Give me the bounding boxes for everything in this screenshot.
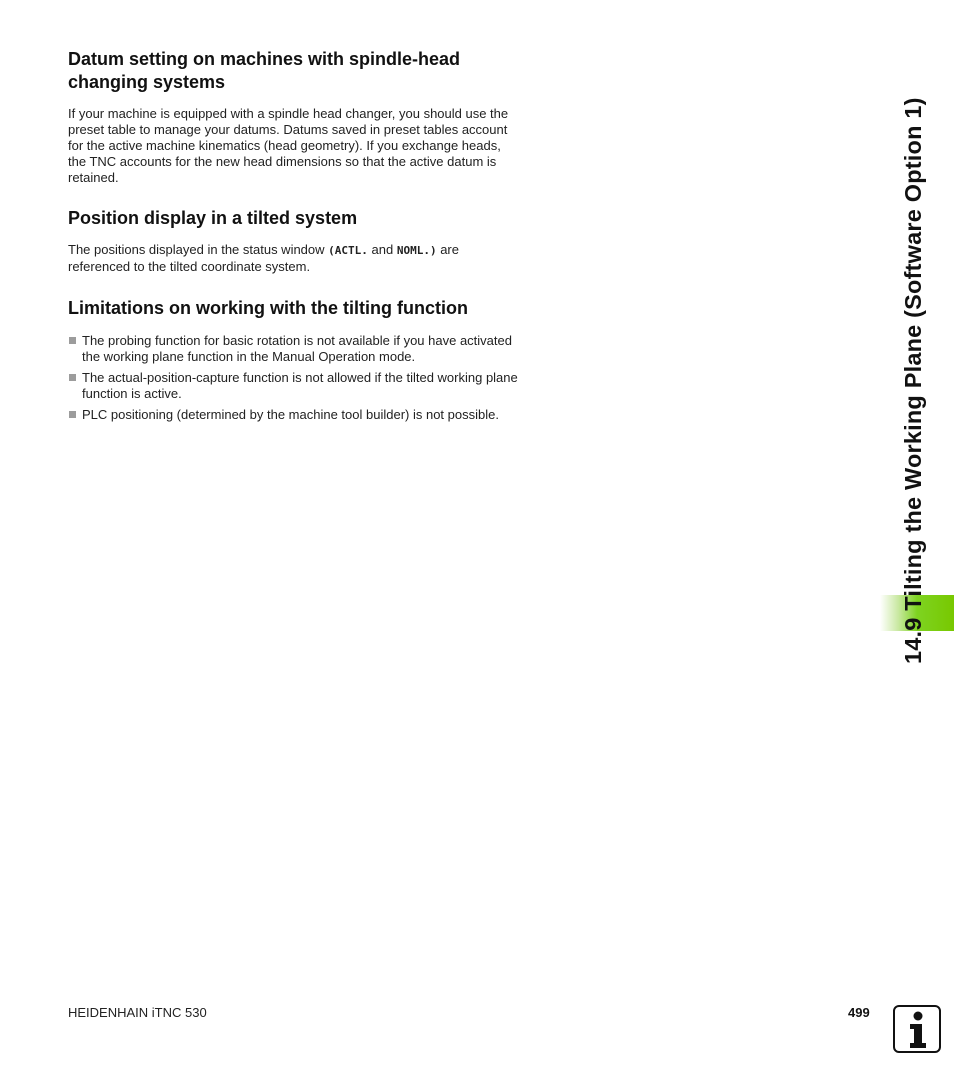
- heading-position-display: Position display in a tilted system: [68, 208, 358, 228]
- info-icon-glyph: [895, 1007, 939, 1051]
- limitations-list: [68, 333, 518, 423]
- square-bullet-icon: [69, 374, 76, 381]
- side-chapter-title: 14.9 Tilting the Working Plane (Software Option 1): [900, 97, 926, 664]
- code-noml: NOML.): [396, 244, 437, 257]
- paragraph-position-display: [68, 242, 518, 275]
- footer-manual-name: HEIDENHAIN iTNC 530: [68, 1005, 207, 1020]
- list-item: [68, 370, 518, 402]
- list-item: [68, 333, 518, 365]
- list-item-text: The actual-position-capture function is not allowed if the tilted working plane function is active.: [82, 370, 518, 401]
- info-icon: [893, 1005, 941, 1053]
- square-bullet-icon: [69, 337, 76, 344]
- list-item: [68, 407, 518, 423]
- heading-limitations: Limitations on working with the tilting function: [68, 298, 468, 318]
- list-item-text: PLC positioning (determined by the machine tool builder) is not possible.: [82, 407, 499, 422]
- text-segment: The positions displayed in the status window: [68, 242, 329, 257]
- page-number: 499: [848, 1005, 870, 1020]
- text-segment: are referenced to the tilted coordinate system.: [68, 242, 459, 274]
- square-bullet-icon: [69, 411, 76, 418]
- heading-datum-setting: Datum setting on machines with spindle-head changing systems: [68, 49, 461, 92]
- list-item-text: The probing function for basic rotation is not available if you have activated the working plane function in the Manual Operation mode.: [82, 333, 512, 364]
- paragraph-datum-setting: If your machine is equipped with a spindle head changer, you should use the preset table to manage your datums. Datums saved in preset tables account for the active machine kinematics (head geometry). If you exchange heads, the TNC accounts for the new head dimensions so that the active datum is retained.: [68, 106, 509, 185]
- code-actl: (ACTL.: [328, 244, 368, 257]
- main-content: [68, 48, 518, 428]
- text-segment: and: [367, 242, 397, 257]
